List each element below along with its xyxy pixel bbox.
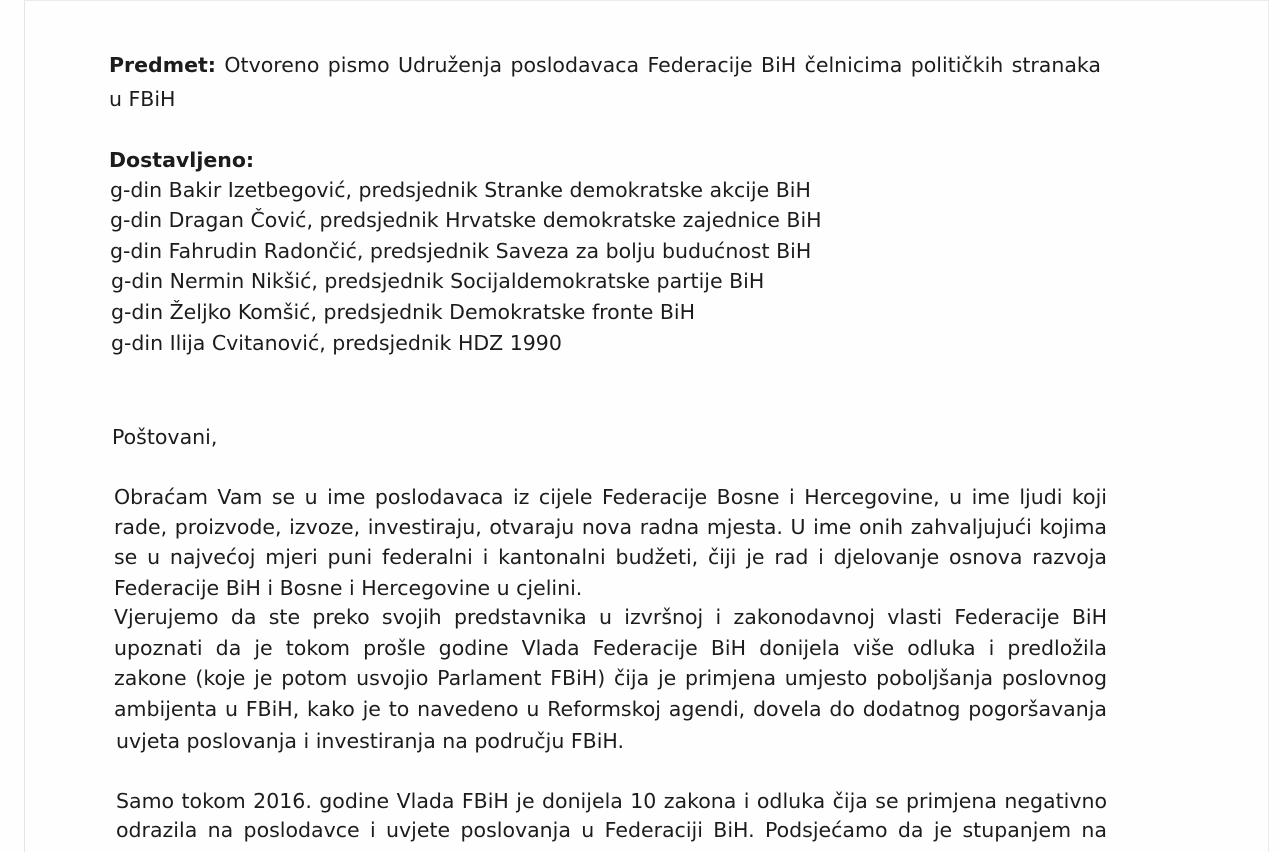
recipient-item: g-din Ilija Cvitanović, predsjednik HDZ 1990	[111, 331, 562, 355]
recipients-title: Dostavljeno:	[109, 148, 255, 172]
body-line: Obraćam Vam se u ime poslodavaca iz cijele Federacije Bosne i Hercegovine, u ime ljudi koji	[114, 485, 1107, 509]
recipient-item: g-din Fahrudin Radončić, predsjednik Saveza za bolju budućnost BiH	[110, 239, 812, 263]
recipient-item: g-din Željko Komšić, predsjednik Demokratske fronte BiH	[111, 300, 696, 324]
body-line: Samo tokom 2016. godine Vlada FBiH je donijela 10 zakona i odluka čija se primjena negativno	[116, 789, 1107, 813]
page-edge-left	[24, 0, 25, 852]
salutation: Poštovani,	[112, 425, 218, 449]
body-line: uvjeta poslovanja i investiranja na području FBiH.	[116, 729, 624, 753]
subject-label: Predmet:	[109, 53, 216, 77]
body-line: Vjerujemo da ste preko svojih predstavnika u izvršnoj i zakonodavnoj vlasti Federacije BiH	[114, 605, 1107, 629]
body-line: odrazila na poslodavce i uvjete poslovanja u Federaciji BiH. Podsjećamo da je stupanjem na	[116, 818, 1107, 842]
body-line: se u najvećoj mjeri puni federalni i kantonalni budžeti, čiji je rad i djelovanje osnova razvoja	[114, 545, 1107, 569]
subject-line	[109, 52, 1101, 78]
body-line: rade, proizvode, izvoze, investiraju, otvaraju nova radna mjesta. U ime onih zahvaljujući kojima	[114, 515, 1107, 539]
subject-line-2: u FBiH	[109, 87, 176, 111]
body-line: zakone (koje je potom usvojio Parlament FBiH) čija je primjena umjesto poboljšanja poslovnog	[114, 666, 1107, 690]
page-edge-right	[1268, 0, 1269, 852]
page-edge-top	[24, 0, 1269, 1]
body-line: Federacije BiH i Bosne i Hercegovine u cjelini.	[114, 576, 583, 600]
subject-text: Otvoreno pismo Udruženja poslodavaca Federacije BiH čelnicima političkih stranaka	[224, 53, 1101, 77]
recipient-item: g-din Dragan Čović, predsjednik Hrvatske demokratske zajednice BiH	[110, 208, 822, 232]
recipient-item: g-din Nermin Nikšić, predsjednik Socijaldemokratske partije BiH	[111, 269, 765, 293]
body-line: ambijenta u FBiH, kako je to navedeno u Reformskoj agendi, dovela do dodatnog pogoršavanja	[114, 697, 1107, 721]
body-line: upoznati da je tokom prošle godine Vlada Federacije BiH donijela više odluka i predložila	[114, 636, 1107, 660]
recipient-item: g-din Bakir Izetbegović, predsjednik Stranke demokratske akcije BiH	[110, 178, 811, 202]
